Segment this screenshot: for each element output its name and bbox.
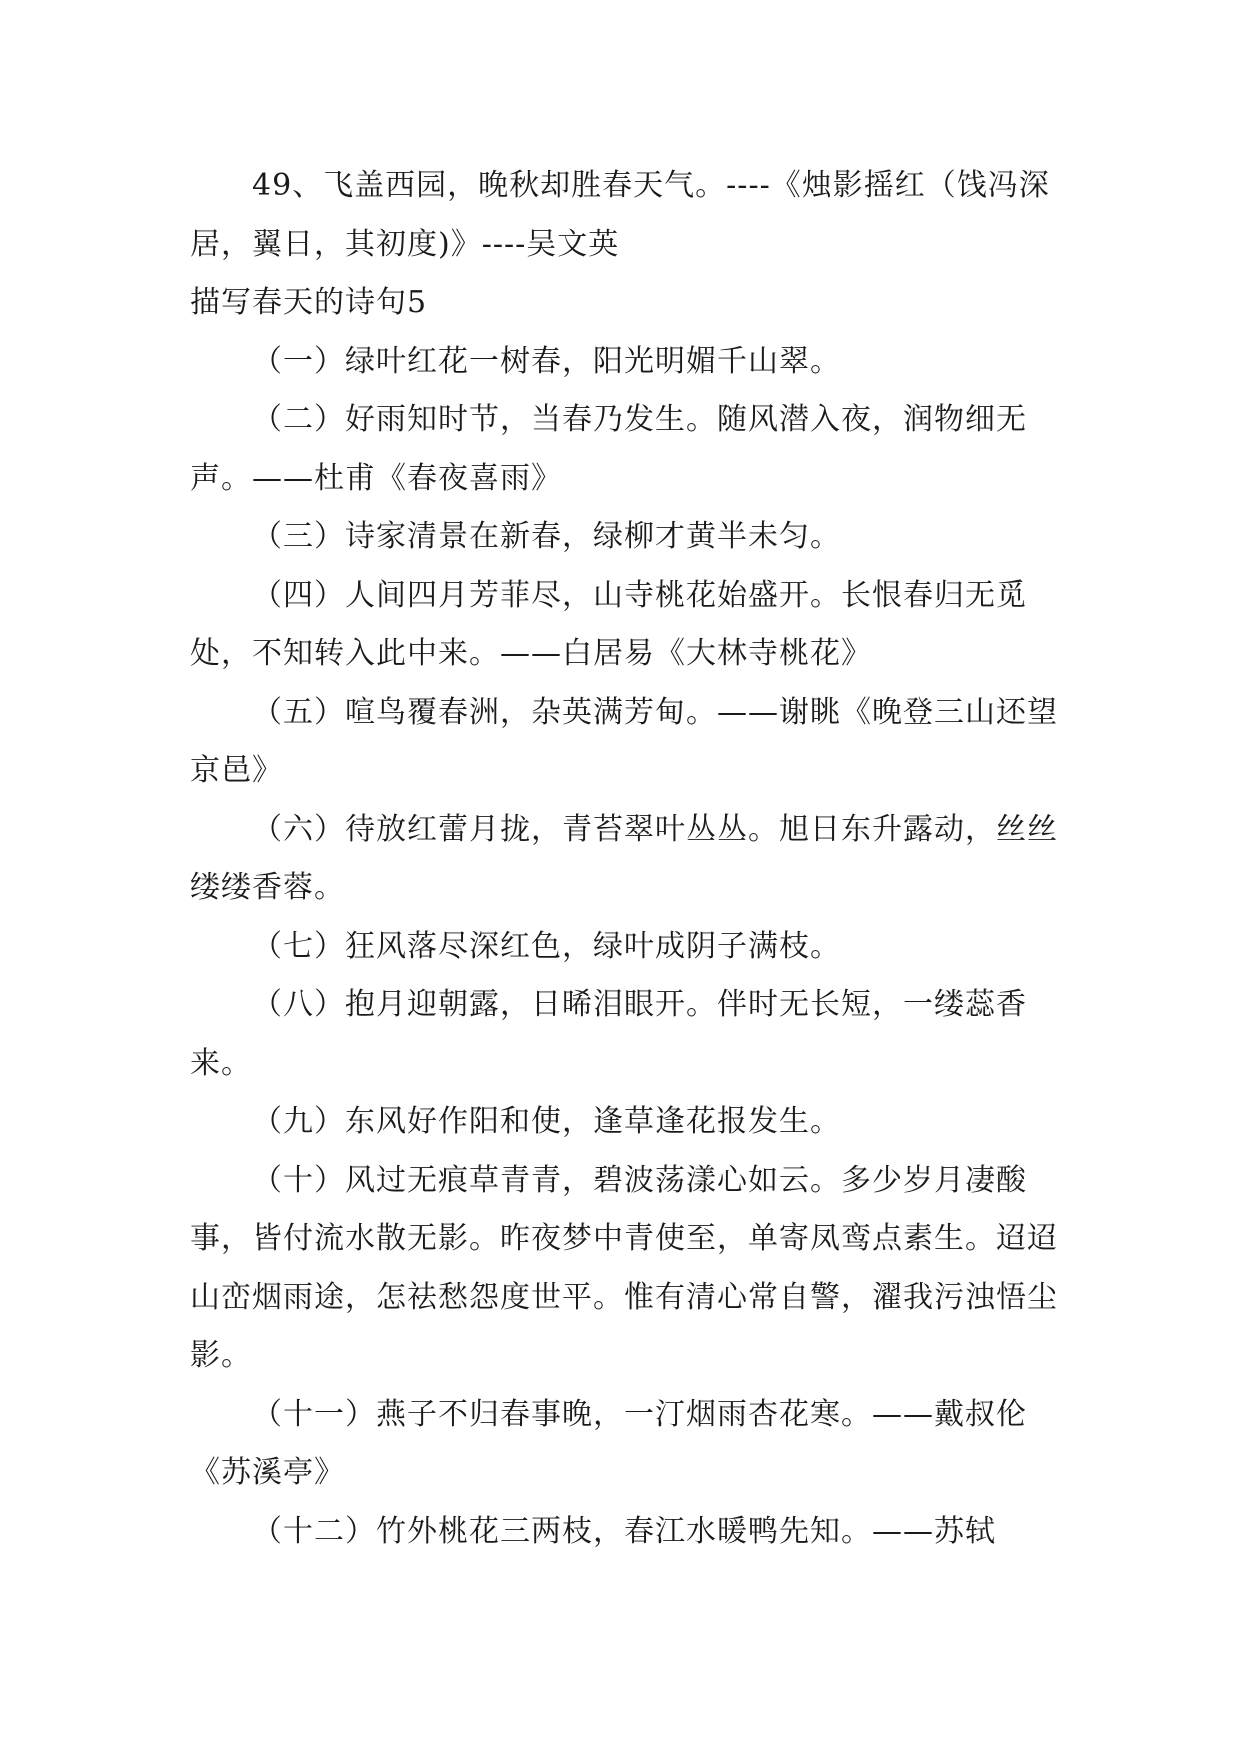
poem-line-10: （十）风过无痕草青青，碧波荡漾心如云。多少岁月凄酸事，皆付流水散无影。昨夜梦中青使至，单寄凤鸾点素生。迢迢山峦烟雨途，怎祛愁怨度世平。惟有清心常自警，濯我污浊悟尘影。 [190, 1162, 1058, 1373]
poem-line-8: （八）抱月迎朝露，日晞泪眼开。伴时无长短，一缕蕊香来。 [190, 987, 1027, 1081]
document-body [190, 157, 1070, 1561]
poem-line-7: （七）狂风落尽深红色，绿叶成阴子满枝。 [252, 928, 841, 964]
poem-line-9: （九）东风好作阳和使，逢草逢花报发生。 [252, 1104, 841, 1139]
poem-line-3: （三）诗家清景在新春，绿柳才黄半未匀。 [252, 519, 841, 554]
poem-line-2: （二）好雨知时节，当春乃发生。随风潜入夜，润物细无声。——杜甫《春夜喜雨》 [190, 402, 1027, 496]
poem-line-1: （一）绿叶红花一树春，阳光明媚千山翠。 [252, 343, 841, 379]
section-heading: 描写春天的诗句5 [190, 285, 428, 320]
paragraph-49: 49、飞盖西园，晚秋却胜春天气。----《烛影摇红（饯冯深居，翼日，其初度)》----吴文英 [190, 168, 1050, 262]
poem-line-12: （十二）竹外桃花三两枝，春江水暖鸭先知。——苏轼 [252, 1513, 996, 1549]
poem-line-4: （四）人间四月芳菲尽，山寺桃花始盛开。长恨春归无觅处，不知转入此中来。——白居易《大林寺桃花》 [190, 577, 1027, 671]
poem-line-11: （十一）燕子不归春事晚，一汀烟雨杏花寒。——戴叔伦《苏溪亭》 [190, 1396, 1027, 1490]
poem-line-6: （六）待放红蕾月拢，青苔翠叶丛丛。旭日东升露动，丝丝缕缕香蓉。 [190, 811, 1058, 905]
poem-line-5: （五）喧鸟覆春洲，杂英满芳甸。——谢眺《晚登三山还望京邑》 [190, 694, 1058, 788]
